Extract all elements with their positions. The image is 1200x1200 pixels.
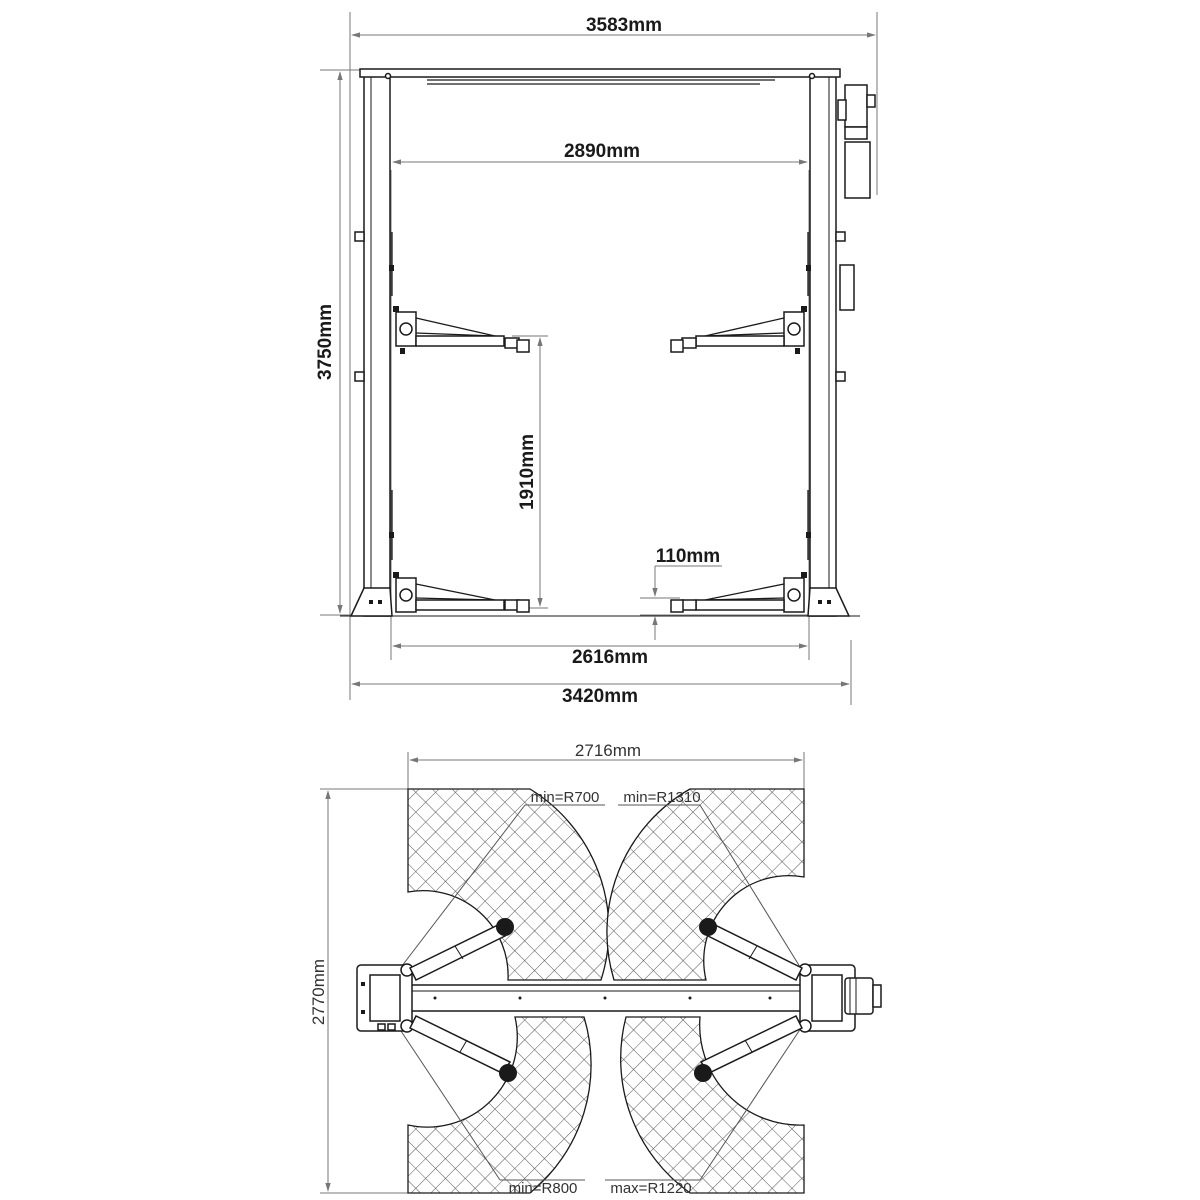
dim-plan-depth: 2770mm	[309, 958, 328, 1026]
left-upper-arm	[393, 306, 529, 354]
top-plan-view	[309, 741, 881, 1197]
plan-motor	[845, 978, 881, 1014]
dim-min-pad-height: 110mm	[655, 546, 721, 567]
dim-plan-width: 2716mm	[574, 741, 642, 760]
power-unit	[838, 85, 875, 198]
plan-arm-rear-right	[694, 1016, 802, 1082]
label-radius-r800: min=R800	[508, 1180, 578, 1197]
front-elevation-view	[315, 12, 877, 707]
left-post	[355, 70, 394, 616]
overhead-beam	[360, 69, 840, 84]
plan-arm-front-left	[410, 918, 514, 980]
right-post	[806, 70, 845, 616]
label-radius-r700: min=R700	[530, 789, 600, 806]
dim-lift-height: 1910mm	[517, 433, 538, 511]
dim-overall-width: 3583mm	[585, 15, 663, 36]
plan-arm-rear-left	[410, 1016, 517, 1082]
plan-left-post	[357, 964, 413, 1032]
plan-beam	[398, 985, 814, 1011]
dim-inner-width: 2890mm	[563, 141, 641, 162]
dim-base-width: 3420mm	[561, 686, 639, 707]
right-upper-arm	[671, 306, 807, 354]
dim-drive-through: 2616mm	[571, 647, 649, 668]
right-lower-arm	[671, 572, 807, 612]
control-box	[840, 265, 854, 310]
label-radius-r1310: min=R1310	[623, 789, 701, 806]
left-lower-arm	[393, 572, 529, 612]
plan-arm-front-right	[699, 918, 802, 980]
label-radius-r1220: max=R1220	[610, 1180, 692, 1197]
dim-overall-height: 3750mm	[315, 303, 336, 381]
